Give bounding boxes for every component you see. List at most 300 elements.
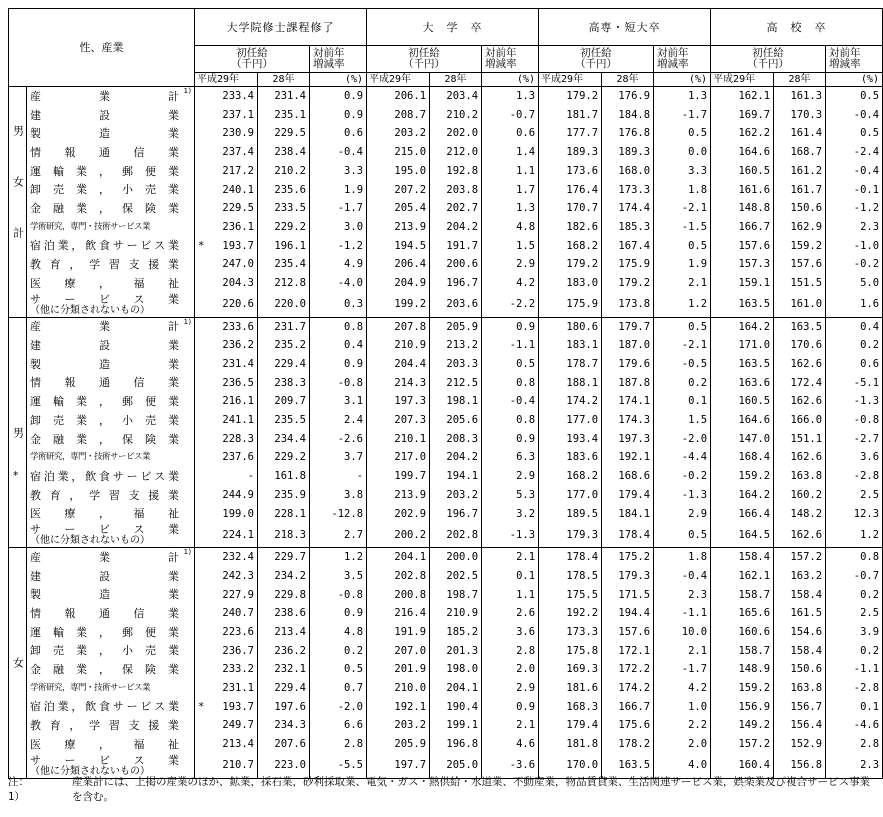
- value-cell: 212.5: [430, 374, 482, 393]
- value-cell: 164.5: [711, 523, 774, 548]
- value-cell: 198.1: [430, 392, 482, 411]
- value-cell: 4.8: [310, 623, 367, 642]
- value-cell: 168.4: [711, 448, 774, 467]
- industry-label: [27, 523, 195, 548]
- value-cell: 2.8: [310, 735, 367, 754]
- value-cell: 1.7: [482, 180, 539, 199]
- value-cell: -4.4: [654, 448, 711, 467]
- industry-name: 教 育 ， 学 習 支 援 業: [30, 719, 179, 733]
- value-cell: -0.1: [826, 180, 883, 199]
- year-current: 平成29年: [711, 73, 774, 87]
- rate-label-2: 増減率: [657, 57, 689, 70]
- pct-unit: (%): [654, 73, 711, 87]
- value-cell: 235.2: [258, 336, 310, 355]
- value-cell: 200.6: [430, 255, 482, 274]
- value-cell: 202.7: [430, 199, 482, 218]
- value-cell: 163.8: [774, 467, 826, 486]
- value-cell: 229.8: [258, 586, 310, 605]
- value-cell: 178.4: [602, 523, 654, 548]
- value-cell: 157.2: [774, 548, 826, 567]
- value-cell: 236.1: [195, 218, 258, 237]
- value-cell: 229.2: [258, 448, 310, 467]
- value-cell: 206.4: [367, 255, 430, 274]
- value-cell: 213.9: [367, 218, 430, 237]
- industry-name: 医 療 ， 福 祉: [30, 737, 179, 751]
- value-cell: 168.0: [602, 162, 654, 181]
- value-cell: 212.0: [430, 143, 482, 162]
- table-row: [9, 411, 883, 430]
- value-cell: 232.1: [258, 660, 310, 679]
- value-cell: 160.6: [711, 623, 774, 642]
- value-cell: -0.4: [310, 143, 367, 162]
- value-cell: [195, 698, 258, 717]
- value-cell: 0.5: [826, 87, 883, 106]
- industry-label: [27, 392, 195, 411]
- value-cell: 173.6: [539, 162, 602, 181]
- value-cell: 182.6: [539, 218, 602, 237]
- industry-label: [27, 548, 195, 567]
- value-cell: 1.5: [482, 237, 539, 256]
- industry-label: [27, 623, 195, 642]
- value-cell: 173.8: [602, 293, 654, 318]
- value-cell: 233.5: [258, 199, 310, 218]
- value-cell: 148.8: [711, 199, 774, 218]
- value-cell: 197.3: [602, 430, 654, 449]
- value-cell: 174.2: [602, 679, 654, 698]
- value-cell: 147.0: [711, 430, 774, 449]
- rate-label: 対前年: [313, 47, 345, 59]
- value-cell: 174.3: [602, 411, 654, 430]
- value-cell: 177.0: [539, 486, 602, 505]
- value-cell: 3.9: [826, 623, 883, 642]
- table-row: [9, 467, 883, 486]
- value-cell: 196.7: [430, 504, 482, 523]
- value-cell: 244.9: [195, 486, 258, 505]
- value-cell: 238.3: [258, 374, 310, 393]
- value-cell: 0.2: [826, 642, 883, 661]
- value-cell: 159.2: [711, 679, 774, 698]
- table-row: [9, 486, 883, 505]
- value-cell: 191.9: [367, 623, 430, 642]
- value-cell: 161.7: [774, 180, 826, 199]
- value-cell: 164.2: [711, 486, 774, 505]
- value-cell: 214.3: [367, 374, 430, 393]
- value-cell: 2.9: [482, 255, 539, 274]
- industry-name: 製 造 業: [30, 588, 179, 602]
- value-cell: 1.2: [310, 548, 367, 567]
- value-cell: 154.6: [774, 623, 826, 642]
- value-cell: 6.6: [310, 716, 367, 735]
- value-cell: 163.5: [774, 317, 826, 336]
- salary-unit: （千円）: [575, 57, 618, 70]
- value-cell: 174.4: [602, 199, 654, 218]
- industry-label: [27, 355, 195, 374]
- value-cell: 3.6: [482, 623, 539, 642]
- value-cell: 185.2: [430, 623, 482, 642]
- value-cell: 206.1: [367, 87, 430, 106]
- value-cell: 203.6: [430, 293, 482, 318]
- group-header: 大学院修士課程修了: [195, 9, 367, 46]
- year-current: 平成29年: [539, 73, 602, 87]
- value-cell: 160.5: [711, 392, 774, 411]
- sex-label-text: 女: [11, 657, 25, 669]
- sex-label-text: 男女計: [11, 125, 25, 279]
- salary-header: [367, 46, 482, 73]
- salary-label: 初任給: [236, 47, 268, 59]
- sex-label: [9, 548, 27, 779]
- value-cell: 235.6: [258, 180, 310, 199]
- industry-label: [27, 679, 195, 698]
- value-cell: 208.3: [430, 430, 482, 449]
- group-header: 高専・短大卒: [539, 9, 711, 46]
- value-cell: -2.4: [826, 143, 883, 162]
- value-cell: 156.9: [711, 698, 774, 717]
- value-cell: -2.0: [654, 430, 711, 449]
- value-cell: 2.3: [826, 218, 883, 237]
- value-cell: 210.7: [195, 754, 258, 779]
- value-cell: 0.5: [654, 317, 711, 336]
- value-cell: 194.1: [430, 467, 482, 486]
- value-cell: 171.0: [711, 336, 774, 355]
- value-cell: 167.4: [602, 237, 654, 256]
- rate-header: [826, 46, 883, 73]
- value-cell: 160.5: [711, 162, 774, 181]
- value-cell: 172.1: [602, 642, 654, 661]
- value-cell: 202.8: [367, 567, 430, 586]
- value-cell: 196.7: [430, 274, 482, 293]
- value-cell: 1.1: [482, 162, 539, 181]
- table-row: [9, 623, 883, 642]
- value-cell: 0.8: [482, 411, 539, 430]
- value-cell: 203.2: [367, 124, 430, 143]
- value-cell: 196.8: [430, 735, 482, 754]
- value-cell: 181.6: [539, 679, 602, 698]
- value-cell: 210.2: [430, 106, 482, 125]
- value-cell: 208.7: [367, 106, 430, 125]
- value-cell: 205.9: [367, 735, 430, 754]
- industry-name: 学術研究，専門・技術サービス業: [30, 221, 151, 232]
- value-cell: -1.7: [654, 106, 711, 125]
- value-cell: 178.5: [539, 567, 602, 586]
- industry-label: [27, 293, 195, 318]
- footnote-ref: 1): [183, 317, 192, 326]
- value-cell: 233.6: [195, 317, 258, 336]
- value-cell: 204.9: [367, 274, 430, 293]
- value-cell: 187.0: [602, 336, 654, 355]
- value-cell: 229.4: [258, 355, 310, 374]
- industry-subtitle: （他に分類されないもの）: [30, 304, 150, 316]
- table-row: [9, 374, 883, 393]
- industry-label: [27, 162, 195, 181]
- value-cell: 0.5: [482, 355, 539, 374]
- value-cell: 189.3: [602, 143, 654, 162]
- value-cell: 1.9: [654, 255, 711, 274]
- value-cell: 0.1: [654, 392, 711, 411]
- value-cell: -0.7: [826, 567, 883, 586]
- value-cell: 0.9: [482, 430, 539, 449]
- industry-name: サ ー ビ ス 業: [30, 523, 179, 537]
- industry-name: 運 輸 業 ， 郵 便 業: [30, 164, 179, 178]
- pct-unit: (%): [826, 73, 883, 87]
- industry-name: 建 設 業: [30, 108, 179, 122]
- value-cell: -0.2: [654, 467, 711, 486]
- value-text: 161.8: [274, 470, 306, 483]
- value-cell: 229.2: [258, 218, 310, 237]
- industry-label: [27, 317, 195, 336]
- salary-unit: （千円）: [231, 57, 273, 70]
- value-cell: -1.1: [654, 604, 711, 623]
- year-prev: 28年: [258, 73, 310, 87]
- value-cell: 207.6: [258, 735, 310, 754]
- value-cell: 174.2: [539, 392, 602, 411]
- value-cell: 168.2: [539, 237, 602, 256]
- table-row: [9, 448, 883, 467]
- value-cell: 180.6: [539, 317, 602, 336]
- year-current: 平成29年: [195, 73, 258, 87]
- value-cell: 0.6: [482, 124, 539, 143]
- value-cell: -1.2: [310, 237, 367, 256]
- year-current: 平成29年: [367, 73, 430, 87]
- value-cell: 196.1: [258, 237, 310, 256]
- table-row: [9, 586, 883, 605]
- value-cell: 247.0: [195, 255, 258, 274]
- value-cell: 199.7: [367, 467, 430, 486]
- industry-name: 医 療 ， 福 祉: [30, 276, 179, 290]
- value-cell: 170.6: [774, 336, 826, 355]
- value-cell: 2.0: [654, 735, 711, 754]
- value-cell: 5.0: [826, 274, 883, 293]
- value-cell: * 161.8: [258, 467, 310, 486]
- value-cell: 195.0: [367, 162, 430, 181]
- value-cell: 173.3: [539, 623, 602, 642]
- table-row: [9, 87, 883, 106]
- value-cell: 175.9: [602, 255, 654, 274]
- value-cell: 236.5: [195, 374, 258, 393]
- value-cell: 202.8: [430, 523, 482, 548]
- value-cell: 0.6: [310, 124, 367, 143]
- industry-name: 情 報 通 信 業: [30, 145, 179, 159]
- value-cell: 157.6: [711, 237, 774, 256]
- value-cell: [195, 237, 258, 256]
- value-cell: 156.7: [774, 698, 826, 717]
- industry-label: [27, 180, 195, 199]
- value-cell: 156.4: [774, 716, 826, 735]
- table-row: [9, 567, 883, 586]
- value-cell: 203.4: [430, 87, 482, 106]
- value-cell: 185.3: [602, 218, 654, 237]
- footnote-text: 産業計には、上掲の産業のほか、鉱業，採石業，砂利採取業、電気・ガス・熱供給・水道業、不動産業，物品賃貸業、生活関連サービス業，娯楽業及び複合サービス事業を含む。: [72, 776, 870, 803]
- value-cell: 2.3: [826, 754, 883, 779]
- industry-name: 情 報 通 信 業: [30, 607, 179, 621]
- industry-name: 運 輸 業 ， 郵 便 業: [30, 395, 179, 409]
- value-cell: 236.2: [258, 642, 310, 661]
- value-cell: 12.3: [826, 504, 883, 523]
- industry-name: 製 造 業: [30, 127, 179, 141]
- value-cell: 179.3: [602, 567, 654, 586]
- industry-label: [27, 218, 195, 237]
- value-cell: -0.8: [310, 586, 367, 605]
- value-cell: 183.6: [539, 448, 602, 467]
- industry-header: 性、産業: [9, 9, 195, 87]
- value-cell: 217.2: [195, 162, 258, 181]
- group-header: 大 学 卒: [367, 9, 539, 46]
- value-cell: 215.0: [367, 143, 430, 162]
- value-cell: 163.5: [711, 355, 774, 374]
- table-row: [9, 199, 883, 218]
- value-cell: 170.0: [539, 754, 602, 779]
- year-prev: 28年: [602, 73, 654, 87]
- industry-name: 学術研究，専門・技術サービス業: [30, 452, 151, 463]
- value-cell: 230.9: [195, 124, 258, 143]
- industry-label: [27, 567, 195, 586]
- value-cell: 200.8: [367, 586, 430, 605]
- value-cell: 212.8: [258, 274, 310, 293]
- value-cell: 203.8: [430, 180, 482, 199]
- value-cell: 3.5: [310, 567, 367, 586]
- value-cell: 235.4: [258, 255, 310, 274]
- value-cell: 174.1: [602, 392, 654, 411]
- value-cell: 161.5: [774, 604, 826, 623]
- value-cell: -12.8: [310, 504, 367, 523]
- value-cell: 161.2: [774, 162, 826, 181]
- industry-label: [27, 698, 195, 717]
- year-prev: 28年: [774, 73, 826, 87]
- value-cell: 6.3: [482, 448, 539, 467]
- value-cell: 162.6: [774, 448, 826, 467]
- value-cell: 177.0: [539, 411, 602, 430]
- value-cell: 199.1: [430, 716, 482, 735]
- value-cell: -1.3: [826, 392, 883, 411]
- value-cell: 183.0: [539, 274, 602, 293]
- value-cell: -5.1: [826, 374, 883, 393]
- value-cell: -0.7: [482, 106, 539, 125]
- value-cell: 0.5: [654, 523, 711, 548]
- value-cell: 165.6: [711, 604, 774, 623]
- industry-label: [27, 448, 195, 467]
- value-cell: 179.7: [602, 317, 654, 336]
- industry-name: 運 輸 業 ， 郵 便 業: [30, 625, 179, 639]
- table-row: [9, 106, 883, 125]
- value-cell: 3.2: [482, 504, 539, 523]
- value-cell: 238.4: [258, 143, 310, 162]
- value-cell: 187.8: [602, 374, 654, 393]
- value-cell: 209.7: [258, 392, 310, 411]
- industry-name: 卸 売 業 ， 小 売 業: [30, 183, 179, 197]
- value-cell: 163.5: [711, 293, 774, 318]
- value-cell: 207.2: [367, 180, 430, 199]
- industry-label: [27, 199, 195, 218]
- value-cell: 2.5: [826, 604, 883, 623]
- value-cell: 0.2: [654, 374, 711, 393]
- value-cell: 1.3: [482, 199, 539, 218]
- value-cell: 175.5: [539, 586, 602, 605]
- value-cell: 192.8: [430, 162, 482, 181]
- value-cell: 2.3: [654, 586, 711, 605]
- value-cell: 0.7: [310, 679, 367, 698]
- table-row: [9, 642, 883, 661]
- value-cell: 0.5: [654, 124, 711, 143]
- footnote-ref: 1): [183, 548, 192, 557]
- value-cell: 2.9: [482, 467, 539, 486]
- table-row: [9, 255, 883, 274]
- industry-name: 金 融 業 ， 保 険 業: [30, 201, 179, 215]
- industry-name: 金 融 業 ， 保 険 業: [30, 432, 179, 446]
- value-cell: -0.4: [654, 567, 711, 586]
- value-cell: 198.0: [430, 660, 482, 679]
- value-cell: -3.6: [482, 754, 539, 779]
- value-cell: -2.1: [654, 336, 711, 355]
- value-cell: 2.1: [482, 548, 539, 567]
- value-cell: 148.9: [711, 660, 774, 679]
- value-cell: 161.6: [711, 180, 774, 199]
- value-cell: 229.5: [195, 199, 258, 218]
- value-cell: 168.6: [602, 467, 654, 486]
- value-cell: 202.5: [430, 567, 482, 586]
- value-cell: 3.8: [310, 486, 367, 505]
- value-cell: 204.1: [430, 679, 482, 698]
- value-cell: 3.3: [310, 162, 367, 181]
- value-cell: 188.1: [539, 374, 602, 393]
- value-cell: 0.1: [826, 698, 883, 717]
- value-cell: 168.2: [539, 467, 602, 486]
- value-cell: 197.3: [367, 392, 430, 411]
- industry-name: 産 業 計: [30, 89, 179, 103]
- value-cell: 179.4: [602, 486, 654, 505]
- value-cell: 231.7: [258, 317, 310, 336]
- table-row: [9, 392, 883, 411]
- value-cell: -0.4: [826, 106, 883, 125]
- value-cell: 229.5: [258, 124, 310, 143]
- value-cell: 0.9: [310, 87, 367, 106]
- salary-header: [711, 46, 826, 73]
- value-cell: 203.2: [367, 716, 430, 735]
- value-cell: 168.3: [539, 698, 602, 717]
- value-cell: 201.3: [430, 642, 482, 661]
- industry-name: 建 設 業: [30, 569, 179, 583]
- value-cell: 189.3: [539, 143, 602, 162]
- industry-label: [27, 274, 195, 293]
- value-cell: 216.4: [367, 604, 430, 623]
- value-cell: 1.8: [654, 180, 711, 199]
- value-cell: 164.6: [711, 411, 774, 430]
- value-cell: 163.6: [711, 374, 774, 393]
- value-cell: 234.3: [258, 716, 310, 735]
- value-cell: 162.6: [774, 523, 826, 548]
- value-cell: 2.2: [654, 716, 711, 735]
- value-cell: 1.9: [310, 180, 367, 199]
- value-cell: 181.7: [539, 106, 602, 125]
- value-cell: 217.0: [367, 448, 430, 467]
- value-cell: -: [310, 467, 367, 486]
- value-cell: 213.4: [258, 623, 310, 642]
- value-cell: 184.1: [602, 504, 654, 523]
- footnote-label: 注：1）: [8, 776, 29, 803]
- value-cell: -4.0: [310, 274, 367, 293]
- value-cell: 231.4: [258, 87, 310, 106]
- table-row: [9, 293, 883, 318]
- salary-unit: （千円）: [747, 57, 790, 70]
- value-cell: 199.2: [367, 293, 430, 318]
- value-cell: -1.7: [654, 660, 711, 679]
- value-cell: 1.6: [826, 293, 883, 318]
- value-cell: 166.7: [602, 698, 654, 717]
- value-cell: 179.3: [539, 523, 602, 548]
- industry-label: [27, 504, 195, 523]
- value-cell: 203.2: [430, 486, 482, 505]
- value-cell: 179.6: [602, 355, 654, 374]
- table-row: [9, 218, 883, 237]
- value-cell: 2.8: [826, 735, 883, 754]
